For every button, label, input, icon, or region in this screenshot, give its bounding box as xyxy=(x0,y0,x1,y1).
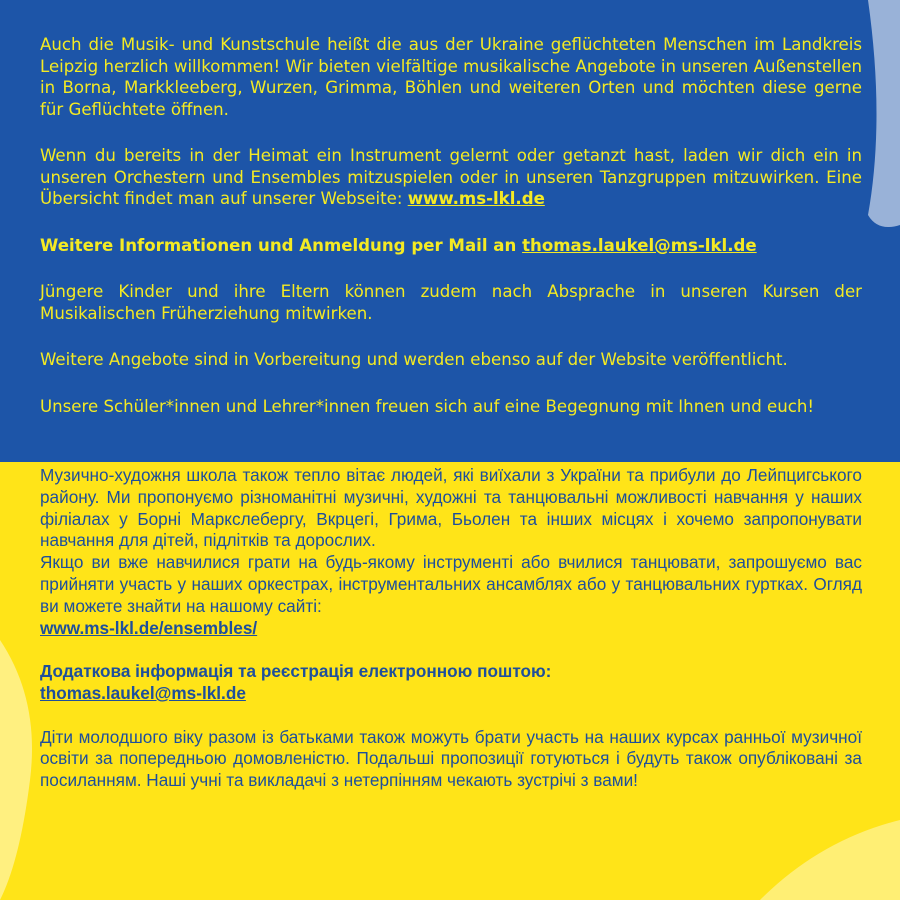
german-section xyxy=(40,34,862,442)
uk-contact-heading: Додаткова інформація та реєстрація електронною поштою: xyxy=(40,661,552,682)
de-paragraph-ensembles xyxy=(40,145,862,210)
de-paragraph-intro: Auch die Musik- und Kunstschule heißt die aus der Ukraine geflüchteten Menschen im Landkreis Leipzig herzlich willkommen! Wir bieten vielfältige musikalische Angebote in unseren Außenstellen in Borna, Markkleeberg, Wurzen, Grimma, Böhlen und weiteren Orten und möchten diese gerne für Geflüchtete öffnen. xyxy=(40,35,862,119)
de-paragraph-offers: Weitere Angebote sind in Vorbereitung und werden ebenso auf der Website veröffentlicht. xyxy=(40,350,788,369)
uk-email-link[interactable]: thomas.laukel@ms-lkl.de xyxy=(40,682,246,703)
de-contact-text: Weitere Informationen und Anmeldung per Mail an xyxy=(40,235,523,255)
uk-paragraph-children: Діти молодшого віку разом із батьками також можуть брати участь на наших курсах ранньої музичної освіти за попередньою домовленістю. Подальші пропозиції готуються і будуть також опубліковані за посиланням. Наші учні та викладачі з нетерпінням чекають зустрічі з вами! xyxy=(40,726,862,791)
de-ensembles-text: Wenn du bereits in der Heimat ein Instrument gelernt oder getanzt hast, laden wir dich ein in unseren Orchestern und Ensembles mitzuspielen oder in unseren Tanzgruppen mitzuwirken. Eine Übersicht findet man auf unserer Webseite: xyxy=(40,146,862,208)
ukrainian-section xyxy=(40,465,862,792)
uk-ensembles-link[interactable]: www.ms-lkl.de/ensembles/ xyxy=(40,617,258,638)
de-paragraph-contact xyxy=(40,235,862,257)
email-link[interactable]: thomas.laukel@ms-lkl.de xyxy=(522,235,757,255)
de-paragraph-closing: Unsere Schüler*innen und Lehrer*innen freuen sich auf eine Begegnung mit Ihnen und euch! xyxy=(40,396,815,416)
uk-paragraph-intro: Музично-художня школа також тепло вітає людей, які виїхали з України та прибули до Лейпцигського району. Ми пропонуємо різноманітні музичні, художні та танцювальні можливості навчання у наших філіалах у Борні Маркслебергу, Вкрцегі, Грима, Бьолен та інших місцях і хочемо запропонувати навчання для дітей, підлітків та дорослих. xyxy=(40,465,862,551)
website-link[interactable]: www.ms-lkl.de xyxy=(407,189,545,208)
de-paragraph-children: Jüngere Kinder und ihre Eltern können zudem nach Absprache in unseren Kursen der Musikalischen Früherziehung mitwirken. xyxy=(40,282,862,323)
uk-paragraph-ensembles: Якщо ви вже навчилися грати на будь-якому інструменті або вчилися танцювати, запрошуємо вас прийняти участь у наших оркестрах, інструментальних ансамблях або у танцювальних гуртках. Огляд ви можете знайти на нашому сайті: xyxy=(40,552,862,616)
